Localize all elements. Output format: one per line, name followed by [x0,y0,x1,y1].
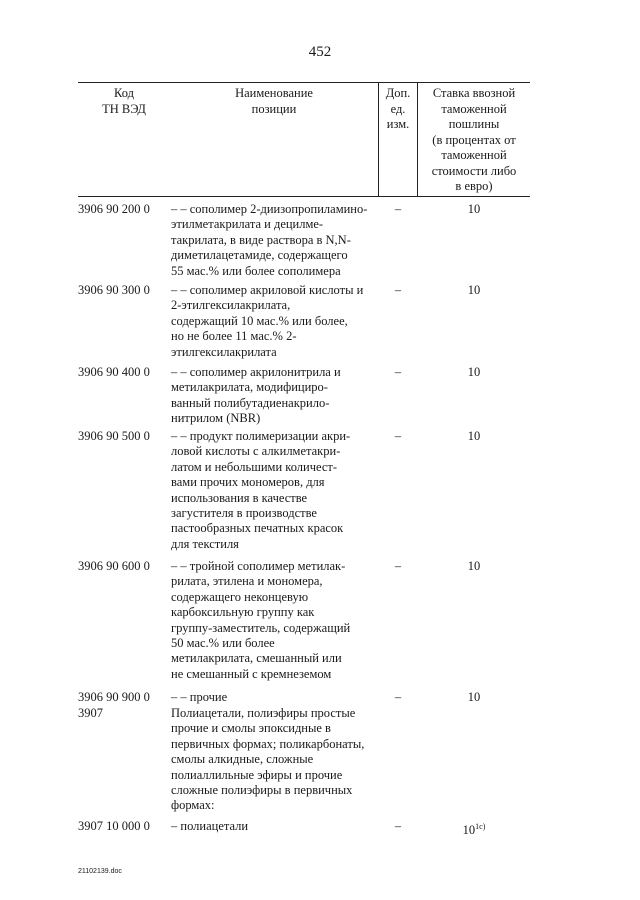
desc-line: – полиацетали [171,819,249,833]
row-rate [418,819,530,838]
header-code-line: Код [114,86,134,100]
page-number: 452 [308,44,332,60]
desc-line: – – сополимер 2-диизопропиламино- [171,202,368,216]
row-description [171,429,377,552]
header-rate-line: (в процентах от [432,132,516,147]
desc-line: прочие и смолы эпоксидные в [171,721,331,736]
header-code [78,86,170,117]
row-code: 3906 90 300 0 [78,283,150,297]
header-rate-line: стоимости либо [431,163,517,178]
row-rate: 10 [467,283,481,297]
row-code: 3907 10 000 0 [78,819,150,833]
rate-value: 10 [462,823,476,837]
row-description [171,690,377,705]
header-unit-line: Доп. [385,86,411,100]
row-rate: 10 [467,559,481,573]
row-unit: – [394,819,402,833]
desc-line: – – сополимер акриловой кислоты и [171,283,364,297]
desc-line: этилгексилакрилата [171,344,277,359]
desc-line: группу-заместитель, содержащий [171,620,351,635]
header-rate-line: Ставка ввозной [432,86,516,100]
desc-line: диметилацетамиде, содержащего [171,248,348,263]
header-code-line: ТН ВЭД [102,101,146,116]
desc-line: такрилата, в виде раствора в N,N- [171,232,351,247]
header-unit-line: изм. [386,117,410,131]
header-name-line: Наименование [235,86,313,100]
row-unit: – [394,202,402,216]
desc-line: нитрилом (NBR) [171,411,261,426]
desc-line: формах: [171,798,215,813]
header-rate-line: в евро) [455,179,493,193]
row-code: 3906 90 400 0 [78,365,150,379]
header-top-rule [78,82,530,83]
document-filename: 21102139.doc [78,868,122,875]
header-rate [418,86,530,195]
row-description [171,819,377,834]
row-rate: 10 [467,690,481,704]
header-rate-line: таможенной [441,101,507,116]
desc-line: полиаллильные эфиры и прочие [171,767,343,782]
desc-line: ванный полибутадиенакрило- [171,395,330,410]
desc-line: 50 мас.% или более [171,636,275,651]
desc-line: Полиацетали, полиэфиры простые [171,706,356,720]
footnote-marker: 1с) [475,822,486,831]
desc-line: ловой кислоты с алкилметакри- [171,444,341,459]
desc-line: – – прочие [171,690,228,704]
desc-line: этилметакрилата и децилме- [171,217,324,232]
desc-line: смолы алкидные, сложные [171,752,314,767]
row-description [171,559,377,682]
header-bottom-rule [78,196,530,197]
row-rate: 10 [467,365,481,379]
row-code: 3907 [78,706,103,720]
desc-line: содержащий 10 мас.% или более, [171,313,348,328]
row-unit: – [394,690,402,704]
desc-line: карбоксильную группу как [171,605,315,620]
row-rate: 10 [467,429,481,443]
row-description [171,365,377,427]
desc-line: но не более 11 мас.% 2- [171,329,297,344]
row-unit: – [394,365,402,379]
row-code: 3906 90 600 0 [78,559,150,573]
desc-line: не смешанный с кремнеземом [171,666,332,681]
desc-line: первичных формах; поликарбонаты, [171,736,365,751]
row-code: 3906 90 500 0 [78,429,150,443]
desc-line: вами прочих мономеров, для [171,475,325,490]
header-unit-line: ед. [390,101,406,116]
row-unit: – [394,429,402,443]
row-description [171,202,377,279]
row-description [171,283,377,360]
header-name-line: позиции [251,101,297,116]
row-unit: – [394,559,402,573]
desc-line: для текстиля [171,536,239,551]
row-rate: 10 [467,202,481,216]
desc-line: метилакрилата, смешанный или [171,651,342,666]
header-rate-line: пошлины [448,117,500,131]
row-unit: – [394,283,402,297]
row-code: 3906 90 200 0 [78,202,150,216]
desc-line: – – продукт полимеризации акри- [171,429,351,443]
desc-line: метилакрилата, модифициро- [171,380,328,395]
desc-line: – – сополимер акрилонитрила и [171,365,341,379]
desc-line: использования в качестве [171,490,308,505]
desc-line: загустителя в производстве [171,506,317,521]
desc-line: 2-этилгексилакрилата, [171,298,291,313]
desc-line: сложные полиэфиры в первичных [171,783,353,798]
header-rate-line: таможенной [441,148,507,162]
row-code: 3906 90 900 0 [78,690,150,704]
row-description [171,706,377,814]
desc-line: 55 мас.% или более сополимера [171,263,341,278]
desc-line: содержащего неконцевую [171,589,309,604]
header-unit [379,86,417,133]
desc-line: – – тройной сополимер метилак- [171,559,346,573]
desc-line: рилата, этилена и мономера, [171,574,323,589]
header-name [171,86,377,117]
desc-line: пастообразных печатных красок [171,521,344,536]
desc-line: латом и небольшими количест- [171,459,338,474]
